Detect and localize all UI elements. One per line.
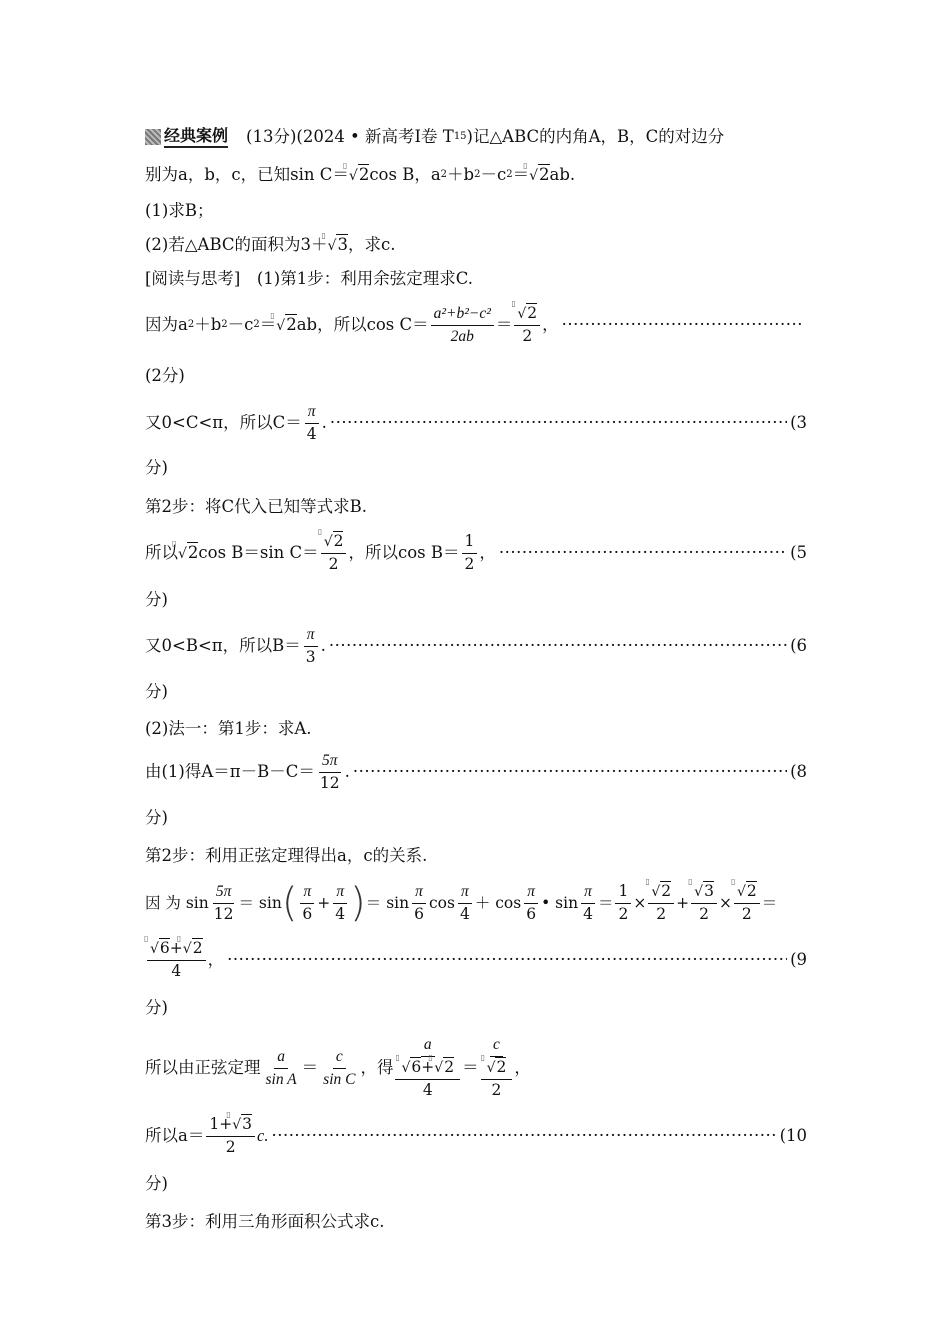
document-page bbox=[145, 118, 807, 1240]
cosine-fraction: $\frac{\text{a²+b²−c²}}{2ab}$ bbox=[431, 305, 494, 346]
sqrt-2: ▯ √2 bbox=[529, 165, 549, 185]
read-think: [阅读与思考] (1)第1步：利用余弦定理求C. bbox=[145, 269, 474, 289]
cosine-line: 因为a 2 ＋b 2 －c 2 ＝ ▯ √2 ab，所以cos C＝ $\frac{\text{a²+b²−c²}}{2ab}$ ＝ ▯ $\frac{√2}{2}$ ， ····· bbox=[145, 296, 807, 354]
step-2b-title: 第2步：利用正弦定理得出a，c的关系. bbox=[145, 846, 428, 866]
step-2-title: 第2步：将C代入已知等式求B. bbox=[145, 497, 367, 517]
problem-score: (13分)(2024 • 新高考Ⅰ卷 T bbox=[246, 127, 454, 147]
leader-dots bbox=[353, 762, 787, 782]
question-1: (1)求B； bbox=[145, 201, 214, 221]
problem-intro: )记△ABC的内角A，B，C的对边分 bbox=[466, 127, 725, 147]
method-1-title: (2)法一：第1步：求A. bbox=[145, 719, 312, 739]
score-mark: 分) bbox=[145, 998, 168, 1018]
sine-sum-line: 因 为 sin $\frac{5\pi}{12}$ ＝ sin ( $\frac{\pi}{6}$ + $\frac{\pi}{4}$ ) ＝ sin $\frac{\pi}{6}$ cos $\frac{\pi}{4}$ ＋ cos $\frac{\pi}{6}$ • sin $\frac{\pi}{4}$ ＝ $\frac{1}{2}$ × ▯ $\frac{√2}{2}$ + ▯ $\frac{√3}{2}$ × ▯ $\frac{√2}{2}$ ＝ bbox=[145, 874, 807, 932]
leader-dots bbox=[271, 1126, 776, 1146]
leader-dots bbox=[499, 543, 787, 563]
sqrt-2: ▯ √2 bbox=[349, 165, 369, 185]
angle-c-line: 又0<C<π，所以C＝ $\frac{\pi}{4}$ . ····· (3 bbox=[145, 398, 807, 448]
score-mark: 分) bbox=[145, 590, 168, 610]
classic-case-tag: 经典案例 bbox=[145, 126, 228, 148]
sqrt-3: ▯ √3 bbox=[328, 235, 348, 255]
angle-a-line: 由(1)得A＝π－B－C＝ $\frac{5\pi}{12}$ . ····· (8 bbox=[145, 746, 807, 798]
leader-dots bbox=[330, 413, 787, 433]
tag-box-icon bbox=[145, 129, 161, 145]
score-mark: 分) bbox=[145, 1174, 168, 1194]
sine-result-line: ▯ $\frac{√6+▯ √2}{4}$ ， ····· (9 bbox=[145, 932, 807, 988]
score-mark: 分) bbox=[145, 808, 168, 828]
header-line: 经典案例 (13分)(2024 • 新高考Ⅰ卷 T 15 )记△ABC的内角A，B，C的对边分 bbox=[145, 118, 807, 156]
a-expression-line: 所以a＝ $\frac{1+▯ √3}{2}$ c. ····· (10 bbox=[145, 1108, 807, 1164]
score-mark: 分) bbox=[145, 682, 168, 702]
problem-condition: 别为a，b，c，已知sin C＝ ▯ √2 cos B，a 2 ＋b 2 －c 2 ＝ ▯ √2 ab. bbox=[145, 156, 807, 194]
score-mark: 分) bbox=[145, 458, 168, 478]
question-2: (2)若△ABC的面积为3＋ ▯ √3 ，求c. bbox=[145, 228, 807, 262]
angle-b-line: 又0<B<π，所以B＝ $\frac{\pi}{3}$ . ····· (6 bbox=[145, 620, 807, 672]
score-mark: (2分) bbox=[145, 366, 185, 386]
cos-b-line: 所以 ▯ √2 cos B＝sin C＝ ▯ $\frac{√2}{2}$ ，所以cos B＝ $\frac{1}{2}$ ， ····· (5 bbox=[145, 526, 807, 580]
leader-dots bbox=[227, 950, 787, 970]
leader-dots bbox=[562, 315, 804, 335]
leader-dots bbox=[329, 636, 787, 656]
step-3-title: 第3步：利用三角形面积公式求c. bbox=[145, 1212, 385, 1232]
law-of-sines-line: 所以由正弦定理 $\frac{a}{\text{sin A}}$ ＝ $\frac{c}{\text{sin C}}$ ，得 a ▯ √6+▯ √2 4 ＝ c ▯ √2 2 ， bbox=[145, 1028, 807, 1108]
